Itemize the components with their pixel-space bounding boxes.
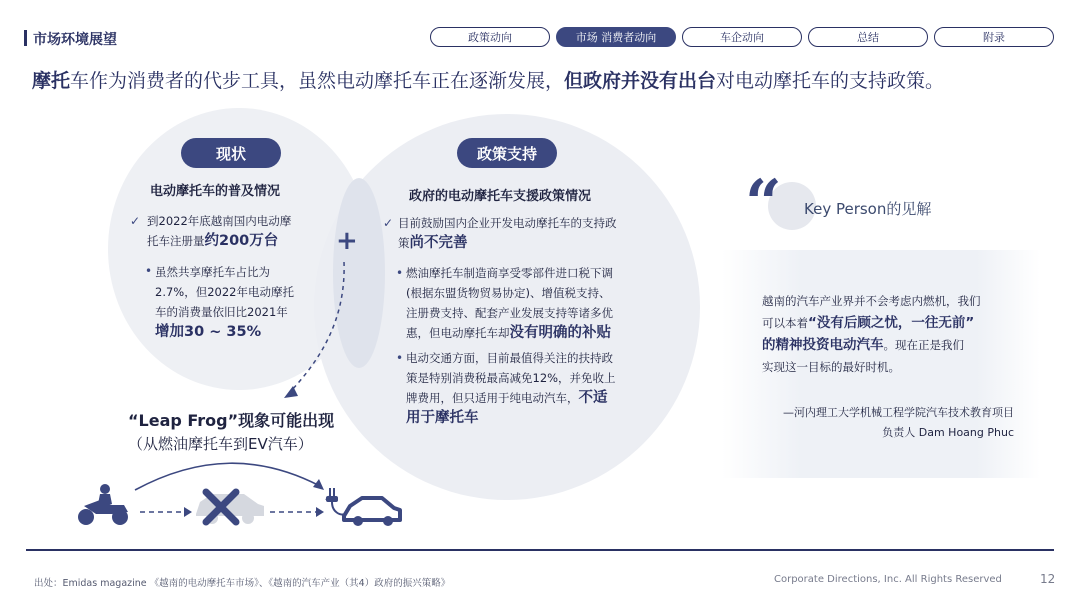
bullet-icon: • bbox=[396, 266, 404, 280]
status-check-highlight: 约200万台 bbox=[204, 233, 279, 249]
status-subtitle: 电动摩托车的普及情况 bbox=[150, 184, 281, 199]
status-check-line: 到2022年底越南国内电动摩 bbox=[147, 214, 292, 228]
tab-policy[interactable]: 政策动向 bbox=[430, 27, 550, 47]
section-title: 市场环境展望 bbox=[33, 32, 117, 48]
attribution-line: —河内理工大学机械工程学院汽车技术教育项目 bbox=[783, 406, 1014, 419]
attribution-line: 负责人 Dam Hoang Phuc bbox=[882, 426, 1014, 439]
quote-line: 。现在正是我们 bbox=[883, 338, 964, 352]
policy-check-line: 策 bbox=[398, 236, 410, 250]
policy-bullet-line: 牌费用，但只适用于纯电动汽车， bbox=[406, 391, 579, 405]
policy-check-line: 目前鼓励国内企业开发电动摩托车的支持政 bbox=[398, 216, 617, 230]
policy-pill: 政策支持 bbox=[457, 138, 557, 168]
headline-bold-1: 摩托 bbox=[32, 70, 71, 92]
crossed-car-icon bbox=[196, 492, 264, 524]
policy-bullet-line: 策是特别消费税最高减免12%，并免收上 bbox=[406, 371, 616, 385]
bullet-icon: • bbox=[396, 351, 404, 365]
quote-line: 越南的汽车产业界并不会考虑内燃机，我们 bbox=[762, 294, 981, 308]
policy-check-highlight: 尚不完善 bbox=[409, 235, 468, 251]
quote-line: 实现这一目标的最好时机。 bbox=[762, 360, 900, 374]
status-check-line: 托车注册量 bbox=[147, 234, 205, 248]
dashed-arrow-head bbox=[284, 386, 298, 398]
status-bullet-line: 虽然共享摩托车占比为 bbox=[155, 265, 270, 279]
check-icon: ✓ bbox=[130, 214, 141, 228]
footer-rule bbox=[26, 549, 1054, 551]
leap-frog-title: “Leap Frog”现象可能出现 bbox=[128, 411, 335, 430]
ev-car-icon bbox=[326, 488, 400, 526]
quote-icon: “ bbox=[745, 166, 782, 241]
page-number: 12 bbox=[1040, 572, 1056, 586]
bullet-icon: • bbox=[145, 264, 153, 278]
status-bullet-line: 车的消费量依旧比2021年 bbox=[155, 305, 288, 319]
key-person-title: Key Person的见解 bbox=[804, 200, 932, 218]
key-person-quote bbox=[762, 290, 1022, 378]
dashed-line-2-head bbox=[316, 507, 324, 517]
policy-bullet-line: 注册费支持、配套产业发展支持等诸多优 bbox=[406, 306, 613, 320]
curve-arrow bbox=[135, 463, 320, 490]
footer-copyright: Corporate Directions, Inc. All Rights Reserved bbox=[774, 574, 1002, 585]
policy-subtitle: 政府的电动摩托车支援政策情况 bbox=[409, 189, 592, 204]
status-bullet-line: 2.7%，但2022年电动摩托 bbox=[155, 285, 294, 299]
tab-automakers[interactable]: 车企动向 bbox=[682, 27, 802, 47]
headline-bold-3: 但政府并没有出台 bbox=[564, 70, 717, 92]
tab-appendix[interactable]: 附录 bbox=[934, 27, 1054, 47]
policy-bullet-highlight: 不适 bbox=[578, 390, 608, 406]
policy-bullet-line: 燃油摩托车制造商享受零部件进口税下调 bbox=[406, 266, 613, 280]
check-icon: ✓ bbox=[383, 216, 394, 230]
policy-bullet-line: (根据东盟货物贸易协定)、增值税支持、 bbox=[406, 286, 611, 300]
status-bullet-highlight: 增加30 ~ 35% bbox=[155, 324, 262, 340]
dashed-arrow bbox=[290, 262, 344, 392]
headline-text-2: 车作为消费者的代步工具，虽然电动摩托车正在逐渐发展， bbox=[70, 70, 565, 92]
dashed-line-1-head bbox=[184, 507, 192, 517]
quote-highlight: “没有后顾之忧，一往无前” bbox=[808, 315, 975, 331]
headline-text-4: 对电动摩托车的支持政策。 bbox=[716, 70, 945, 92]
motorcycle-icon bbox=[78, 484, 128, 525]
footer-source: 出处：Emidas magazine 《越南的电动摩托车市场》、《越南的汽车产业（其4）政府的振兴策略》 bbox=[34, 578, 451, 589]
curve-arrow-head bbox=[313, 479, 324, 490]
plus-icon: + bbox=[336, 226, 358, 256]
status-pill: 现状 bbox=[181, 138, 281, 168]
policy-bullet-line: 惠，但电动摩托车却 bbox=[406, 326, 510, 340]
policy-bullet-highlight: 用于摩托车 bbox=[406, 410, 479, 426]
tab-market-consumer[interactable]: 市场 消费者动向 bbox=[556, 27, 676, 47]
quote-attribution bbox=[760, 403, 1014, 443]
tab-summary[interactable]: 总结 bbox=[808, 27, 928, 47]
policy-bullet-line: 电动交通方面，目前最值得关注的扶持政 bbox=[406, 351, 613, 365]
leap-frog-subtitle: （从燃油摩托车到EV汽车） bbox=[128, 435, 313, 453]
policy-bullet-highlight: 没有明确的补贴 bbox=[509, 325, 611, 341]
quote-highlight: 的精神投资电动汽车 bbox=[762, 337, 884, 353]
quote-line: 可以本着 bbox=[762, 316, 808, 330]
